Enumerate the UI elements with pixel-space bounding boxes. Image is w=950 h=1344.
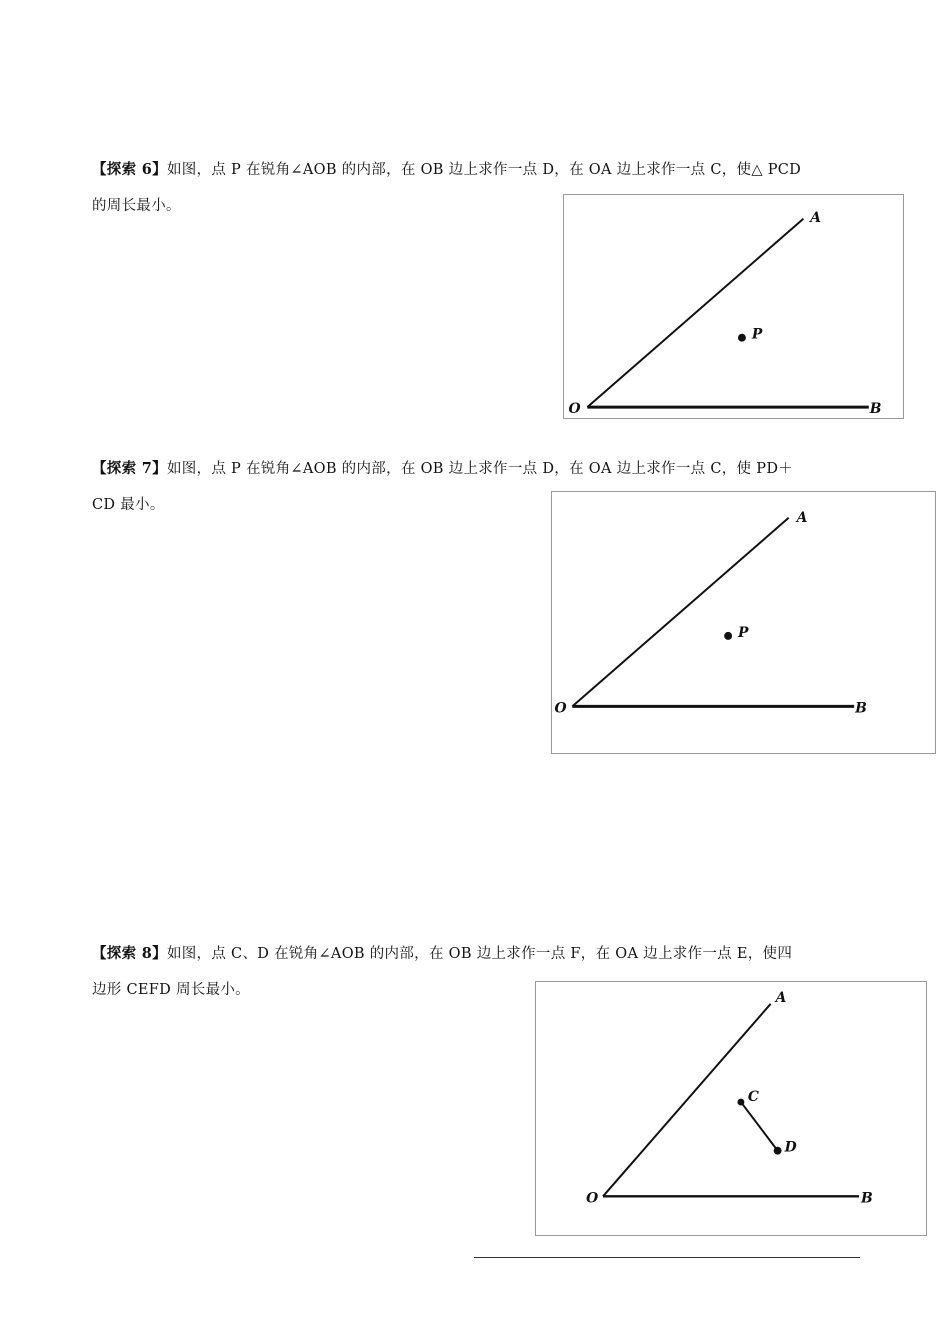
problem-8-text: 如图，点 C、D 在锐角∠AOB 的内部，在 OB 边上求作一点 F，在 OA 边上求作一点 E，使四 xyxy=(166,946,793,962)
figure-6 xyxy=(563,194,904,419)
problem-7-line-1 xyxy=(92,451,867,487)
label-p: P xyxy=(751,326,763,343)
label-o: O xyxy=(568,401,581,418)
problem-8-line-2: 边形 CEFD 周长最小。 xyxy=(92,982,250,998)
label-a: A xyxy=(796,509,808,526)
label-o: O xyxy=(554,700,567,717)
label-p: P xyxy=(738,624,749,641)
problem-8-tag: 【探索 8】 xyxy=(92,945,167,962)
ray-oa xyxy=(572,518,788,707)
figure-7-diagram xyxy=(552,492,935,753)
figure-6-diagram xyxy=(564,195,903,418)
problem-8-line-1 xyxy=(92,936,867,972)
point-p xyxy=(738,334,746,342)
problem-6-line-2: 的周长最小。 xyxy=(92,198,181,214)
problem-6-text: 如图，点 P 在锐角∠AOB 的内部，在 OB 边上求作一点 D，在 OA 边上求作一点 C，使△ PCD xyxy=(166,162,802,178)
problem-6-line-1 xyxy=(92,152,867,188)
label-c: C xyxy=(747,1089,759,1106)
footer-rule xyxy=(474,1257,860,1258)
point-d xyxy=(774,1147,782,1155)
figure-8 xyxy=(535,981,927,1236)
label-a: A xyxy=(810,209,822,226)
label-a: A xyxy=(775,989,787,1006)
ray-oa xyxy=(587,219,803,407)
problem-6-tag: 【探索 6】 xyxy=(92,161,167,178)
problem-7-text: 如图，点 P 在锐角∠AOB 的内部，在 OB 边上求作一点 D，在 OA 边上求作一点 C，使 PD＋ xyxy=(166,461,794,477)
label-b: B xyxy=(869,401,882,418)
label-b: B xyxy=(860,1190,873,1207)
point-c xyxy=(737,1099,744,1106)
figure-7 xyxy=(551,491,936,754)
label-d: D xyxy=(784,1139,797,1156)
label-o: O xyxy=(586,1190,599,1207)
segment-cd xyxy=(741,1102,778,1151)
point-p xyxy=(724,632,732,640)
label-b: B xyxy=(855,700,867,717)
problem-7-line-2: CD 最小。 xyxy=(92,497,165,513)
ray-oa xyxy=(603,1004,771,1196)
problem-7-tag: 【探索 7】 xyxy=(92,460,167,477)
figure-8-diagram xyxy=(536,982,926,1235)
